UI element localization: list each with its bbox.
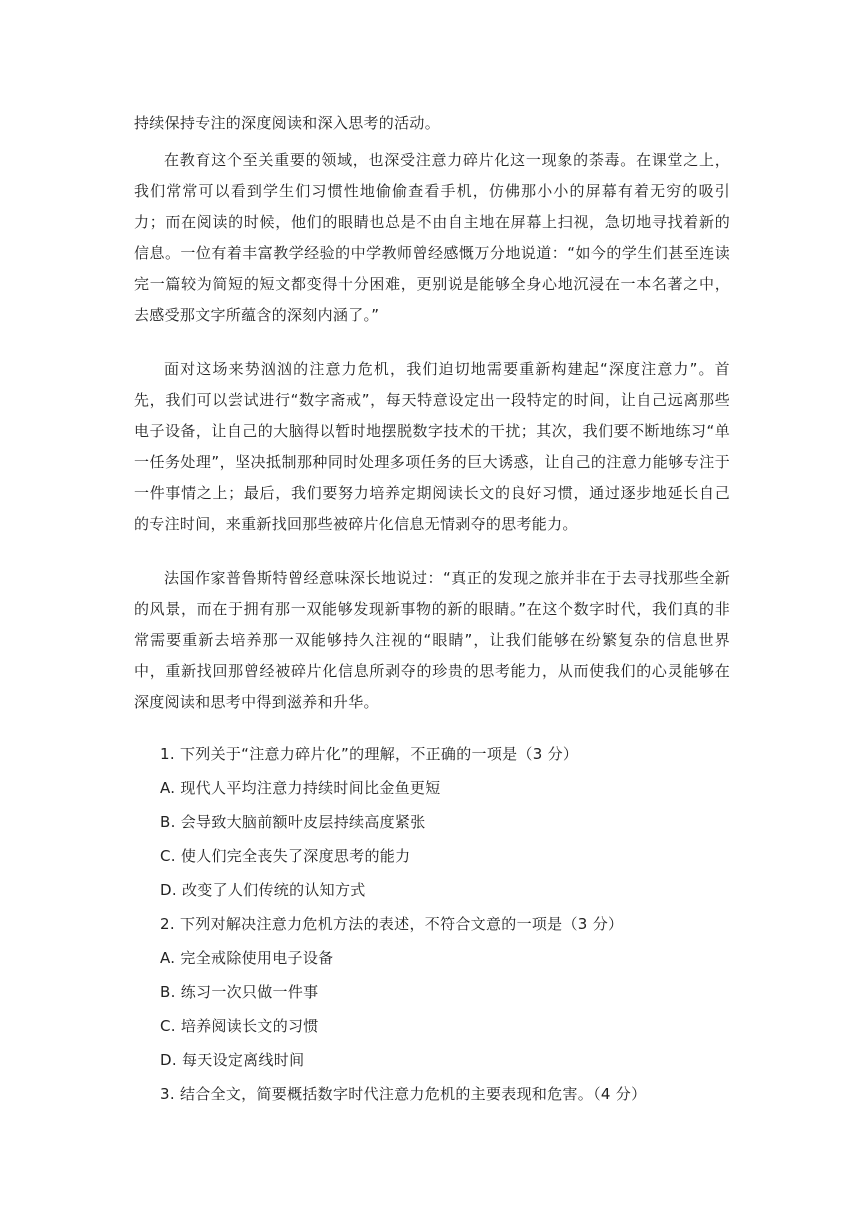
paragraph-deep-attention: 面对这场来势汹汹的注意力危机，我们迫切地需要重新构建起“深度注意力”。首先，我们可以尝试进行“数字斋戒”，每天特意设定出一段特定的时间，让自己远离那些电子设备，让自己的大脑得以暂时地摆脱数字技术的干扰；其次，我们要不断地练习“单一任务处理”，坚决抵制那种同时处理多项任务的巨大诱惑，让自己的注意力能够专注于一件事情之上；最后，我们要努力培养定期阅读长文的良好习惯，通过逐步地延长自己的专注时间，来重新找回那些被碎片化信息无情剥夺的思考能力。 xyxy=(134,360,730,533)
paragraph-continuation: 持续保持专注的深度阅读和深入思考的活动。 xyxy=(134,114,441,132)
question-3-stem: 3. 结合全文，简要概括数字时代注意力危机的主要表现和危害。（4 分） xyxy=(160,1085,647,1103)
question-1-stem: 1. 下列关于“注意力碎片化”的理解，不正确的一项是（3 分） xyxy=(160,745,579,763)
question-2-stem: 2. 下列对解决注意力危机方法的表述，不符合文意的一项是（3 分） xyxy=(160,915,624,933)
question-1-option-b: B. 会导致大脑前额叶皮层持续高度紧张 xyxy=(160,813,426,831)
paragraph-proust-quote: 法国作家普鲁斯特曾经意味深长地说过：“真正的发现之旅并非在于去寻找那些全新的风景，而在于拥有那一双能够发现新事物的新的眼睛。”在这个数字时代，我们真的非常需要重新去培养那一双能够持久注视的“眼睛”，让我们能够在纷繁复杂的信息世界中，重新找回那曾经被碎片化信息所剥夺的珍贵的思考能力，从而使我们的心灵能够在深度阅读和思考中得到滋养和升华。 xyxy=(134,569,730,711)
question-1-option-c: C. 使人们完全丧失了深度思考的能力 xyxy=(160,847,411,865)
question-2-option-c: C. 培养阅读长文的习惯 xyxy=(160,1017,319,1035)
paragraph-education: 在教育这个至关重要的领域，也深受注意力碎片化这一现象的荼毒。在课堂之上，我们常常可以看到学生们习惯性地偷偷查看手机，仿佛那小小的屏幕有着无穷的吸引力；而在阅读的时候，他们的眼睛也总是不由自主地在屏幕上扫视，急切地寻找着新的信息。一位有着丰富教学经验的中学教师曾经感慨万分地说道：“如今的学生们甚至连读完一篇较为简短的短文都变得十分困难，更别说是能够全身心地沉浸在一本名著之中，去感受那文字所蕴含的深刻内涵了。” xyxy=(134,151,730,324)
question-2-option-b: B. 练习一次只做一件事 xyxy=(160,983,319,1001)
question-2-option-a: A. 完全戒除使用电子设备 xyxy=(160,949,334,967)
question-1-option-a: A. 现代人平均注意力持续时间比金鱼更短 xyxy=(160,779,441,797)
question-1-option-d: D. 改变了人们传统的认知方式 xyxy=(160,881,366,899)
question-2-option-d: D. 每天设定离线时间 xyxy=(160,1051,305,1069)
